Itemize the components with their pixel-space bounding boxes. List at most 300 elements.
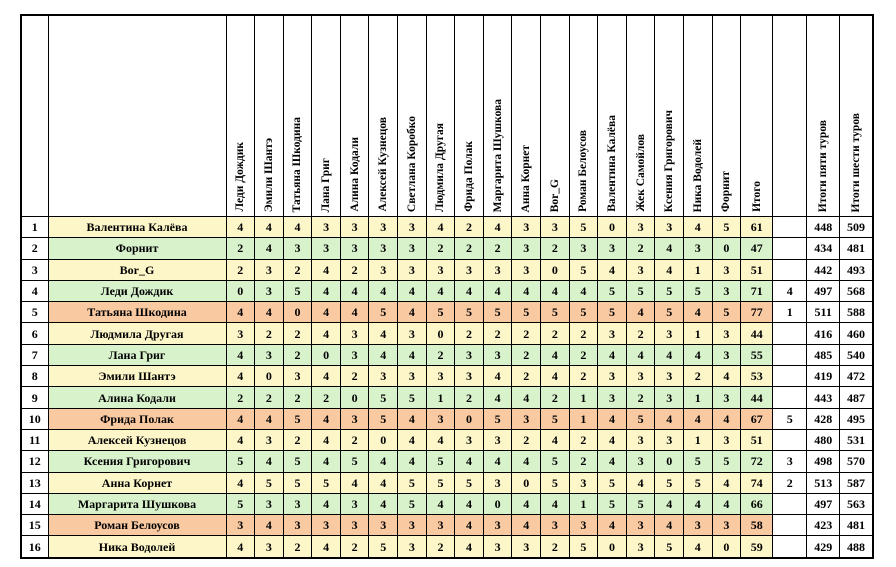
score-cell: 3 [569,472,598,493]
score-cell: 3 [340,493,369,514]
score-cell: 0 [312,344,341,365]
column-header [626,15,655,217]
score-cell: 2 [512,429,541,450]
place-cell [773,387,807,408]
column-header [312,15,341,217]
row-number: 1 [21,217,48,238]
score-cell: 5 [655,280,684,301]
six-rounds-cell: 540 [840,344,873,365]
score-cell: 3 [426,408,455,429]
score-cell: 3 [655,387,684,408]
row-number: 10 [21,408,48,429]
score-cell: 3 [455,259,484,280]
score-cell: 3 [626,217,655,238]
score-cell: 4 [398,302,427,323]
total-cell: 55 [741,344,773,365]
score-cell: 4 [426,429,455,450]
score-cell: 5 [226,493,255,514]
table-header [21,15,873,217]
score-cell: 0 [340,387,369,408]
score-cell: 3 [483,536,512,558]
score-cell: 2 [226,259,255,280]
score-cell: 4 [369,493,398,514]
score-cell: 4 [369,323,398,344]
row-number: 2 [21,238,48,259]
score-cell: 2 [283,344,312,365]
score-cell: 5 [569,259,598,280]
score-cell: 2 [283,429,312,450]
total-cell: 67 [741,408,773,429]
score-cell: 4 [655,408,684,429]
score-cell: 4 [455,280,484,301]
score-cell: 4 [541,280,570,301]
score-cell: 3 [712,515,741,536]
score-cell: 4 [598,408,627,429]
column-header [255,15,284,217]
place-cell [773,323,807,344]
score-cell: 4 [426,280,455,301]
score-cell: 4 [340,280,369,301]
score-cell: 3 [626,451,655,472]
column-header [426,15,455,217]
score-cell: 3 [626,429,655,450]
score-cell: 3 [426,259,455,280]
place-cell [773,515,807,536]
score-cell: 3 [626,536,655,558]
score-cell: 5 [569,217,598,238]
score-cell: 3 [512,238,541,259]
place-cell [773,259,807,280]
score-cell: 3 [340,217,369,238]
score-cell: 4 [541,429,570,450]
score-cell: 3 [398,515,427,536]
score-cell: 4 [712,493,741,514]
total-cell: 72 [741,451,773,472]
score-cell: 3 [512,408,541,429]
score-cell: 1 [569,408,598,429]
row-number: 5 [21,302,48,323]
score-cell: 3 [712,280,741,301]
table-row [21,408,873,429]
total-cell: 44 [741,387,773,408]
score-cell: 5 [712,451,741,472]
score-cell: 5 [369,408,398,429]
table-row [21,366,873,387]
score-cell: 3 [483,472,512,493]
column-header-label: Ника Водолей [691,138,704,212]
score-cell: 1 [426,387,455,408]
score-cell: 3 [226,515,255,536]
row-number: 8 [21,366,48,387]
score-cell: 3 [712,429,741,450]
row-name: Алина Кодали [48,387,226,408]
score-cell: 2 [569,366,598,387]
five-rounds-cell: 434 [807,238,840,259]
table-row [21,515,873,536]
place-cell [773,366,807,387]
table-row [21,493,873,514]
column-header-label: Алина Кодали [348,137,361,212]
column-header-label: Фрида Полак [463,141,476,212]
score-cell: 4 [226,472,255,493]
score-cell: 3 [283,493,312,514]
score-cell: 5 [426,302,455,323]
score-cell: 4 [369,472,398,493]
score-cell: 4 [455,536,484,558]
place-cell: 1 [773,302,807,323]
row-name: Алексей Кузнецов [48,429,226,450]
table-row [21,259,873,280]
score-cell: 4 [512,280,541,301]
table-row [21,344,873,365]
five-rounds-cell: 429 [807,536,840,558]
column-header-label: Людмила Другая [434,122,447,212]
score-cell: 4 [455,493,484,514]
score-cell: 4 [226,536,255,558]
score-cell: 4 [626,302,655,323]
score-cell: 3 [483,429,512,450]
score-cell: 4 [398,408,427,429]
score-cell: 5 [283,408,312,429]
table-row [21,238,873,259]
score-cell: 4 [226,302,255,323]
score-cell: 2 [226,387,255,408]
score-cell: 4 [512,387,541,408]
score-cell: 3 [255,259,284,280]
score-cell: 4 [312,429,341,450]
score-cell: 5 [626,408,655,429]
column-header-label: Татьяна Шкодина [291,116,304,212]
score-cell: 4 [369,280,398,301]
score-cell: 0 [712,536,741,558]
six-rounds-cell: 493 [840,259,873,280]
score-cell: 2 [569,323,598,344]
score-cell: 2 [255,387,284,408]
row-number: 13 [21,472,48,493]
score-cell: 2 [283,323,312,344]
score-cell: 4 [426,217,455,238]
score-cell: 4 [512,515,541,536]
score-cell: 4 [398,429,427,450]
score-cell: 4 [255,515,284,536]
column-header [340,15,369,217]
score-cell: 4 [398,280,427,301]
score-cell: 5 [655,472,684,493]
six-rounds-cell: 509 [840,217,873,238]
total-cell: 74 [741,472,773,493]
score-cell: 2 [340,259,369,280]
column-header [684,15,713,217]
score-cell: 3 [426,366,455,387]
score-cell: 2 [426,344,455,365]
column-header [398,15,427,217]
score-cell: 3 [255,344,284,365]
six-rounds-cell: 570 [840,451,873,472]
row-name: Людмила Другая [48,323,226,344]
score-cell: 3 [541,217,570,238]
column-header [226,15,255,217]
score-cell: 2 [483,238,512,259]
score-cell: 4 [598,515,627,536]
score-cell: 4 [626,344,655,365]
score-cell: 2 [512,323,541,344]
total-cell: 58 [741,515,773,536]
score-cell: 4 [226,344,255,365]
score-cell: 3 [483,344,512,365]
place-cell [773,536,807,558]
score-cell: 4 [483,366,512,387]
column-header [807,15,840,217]
six-rounds-cell: 487 [840,387,873,408]
score-cell: 2 [512,366,541,387]
score-cell: 3 [655,323,684,344]
score-cell: 5 [483,302,512,323]
row-name: Bor_G [48,259,226,280]
score-cell: 4 [598,451,627,472]
score-cell: 3 [340,238,369,259]
score-cell: 5 [398,493,427,514]
column-header-label: Леди Дождик [234,142,247,212]
table-row [21,302,873,323]
score-cell: 2 [569,429,598,450]
score-cell: 3 [312,515,341,536]
column-header [512,15,541,217]
score-cell: 3 [598,238,627,259]
score-cell: 0 [483,493,512,514]
score-cell: 3 [283,366,312,387]
five-rounds-cell: 497 [807,280,840,301]
table-body [21,217,873,558]
score-cell: 2 [455,217,484,238]
score-cell: 0 [283,302,312,323]
score-cell: 0 [255,366,284,387]
score-cell: 3 [483,259,512,280]
score-cell: 3 [512,536,541,558]
score-cell: 3 [312,217,341,238]
score-cell: 3 [512,217,541,238]
score-cell: 4 [569,280,598,301]
column-header-label: Жек Самойлов [634,134,647,212]
score-cell: 5 [398,387,427,408]
score-cell: 5 [255,472,284,493]
table-row [21,429,873,450]
column-header [283,15,312,217]
column-header-label: Валентина Калёва [606,115,619,212]
score-cell: 5 [598,302,627,323]
score-cell: 0 [712,238,741,259]
score-cell: 5 [369,536,398,558]
column-header [569,15,598,217]
five-rounds-cell: 513 [807,472,840,493]
column-header-label: Bor_G [548,178,561,212]
row-name: Фрида Полак [48,408,226,429]
place-cell [773,238,807,259]
score-cell: 4 [712,366,741,387]
score-cell: 4 [483,280,512,301]
score-cell: 5 [426,472,455,493]
score-cell: 0 [426,323,455,344]
score-cell: 3 [712,259,741,280]
score-cell: 4 [312,408,341,429]
total-cell: 44 [741,323,773,344]
row-name: Маргарита Шушкова [48,493,226,514]
score-cell: 5 [512,302,541,323]
score-cell: 1 [684,259,713,280]
place-cell: 2 [773,472,807,493]
score-cell: 4 [226,429,255,450]
column-header-label: Эмили Шантэ [262,137,275,212]
score-cell: 1 [684,429,713,450]
table-row [21,217,873,238]
score-cell: 2 [512,344,541,365]
score-cell: 1 [684,323,713,344]
place-cell [773,429,807,450]
score-cell: 3 [283,515,312,536]
row-name: Лана Григ [48,344,226,365]
six-rounds-cell: 472 [840,366,873,387]
score-cell: 5 [455,302,484,323]
score-cell: 4 [483,451,512,472]
score-cell: 3 [684,515,713,536]
column-header [773,15,807,217]
score-cell: 3 [369,238,398,259]
score-cell: 2 [455,238,484,259]
five-rounds-cell: 511 [807,302,840,323]
table-row [21,536,873,558]
five-rounds-cell: 480 [807,429,840,450]
six-rounds-cell: 495 [840,408,873,429]
score-cell: 4 [426,493,455,514]
column-header-label: Лана Григ [320,157,333,212]
table-row [21,323,873,344]
score-cell: 2 [455,323,484,344]
score-cell: 0 [598,536,627,558]
score-cell: 2 [340,429,369,450]
score-cell: 4 [655,238,684,259]
score-cell: 2 [255,323,284,344]
score-cell: 5 [283,280,312,301]
score-cell: 3 [541,515,570,536]
total-cell: 51 [741,429,773,450]
place-cell [773,493,807,514]
score-cell: 4 [655,515,684,536]
score-cell: 0 [541,259,570,280]
five-rounds-cell: 416 [807,323,840,344]
row-name: Эмили Шантэ [48,366,226,387]
row-name: Татьяна Шкодина [48,302,226,323]
table-row [21,280,873,301]
score-cell: 2 [283,387,312,408]
row-number: 12 [21,451,48,472]
score-cell: 5 [598,493,627,514]
score-cell: 3 [340,344,369,365]
row-number: 15 [21,515,48,536]
score-cell: 3 [340,515,369,536]
row-name: Форнит [48,238,226,259]
score-cell: 4 [598,344,627,365]
score-cell: 2 [626,323,655,344]
six-rounds-cell: 460 [840,323,873,344]
score-cell: 5 [398,472,427,493]
table-row [21,387,873,408]
column-header [741,15,773,217]
score-cell: 4 [684,302,713,323]
score-cell: 3 [684,238,713,259]
score-cell: 4 [655,259,684,280]
score-cell: 3 [255,493,284,514]
place-cell: 3 [773,451,807,472]
table-row [21,451,873,472]
score-cell: 5 [655,302,684,323]
five-rounds-cell: 448 [807,217,840,238]
score-cell: 2 [626,238,655,259]
score-cell: 4 [312,366,341,387]
score-cell: 5 [626,280,655,301]
header-corner-name [48,15,226,217]
score-cell: 0 [369,429,398,450]
score-cell: 4 [483,217,512,238]
score-cell: 3 [455,366,484,387]
score-cell: 4 [398,451,427,472]
score-cell: 1 [569,493,598,514]
score-cell: 3 [255,280,284,301]
score-cell: 5 [369,302,398,323]
column-header [655,15,684,217]
row-number: 11 [21,429,48,450]
row-name: Роман Белоусов [48,515,226,536]
total-cell: 53 [741,366,773,387]
score-cell: 4 [541,493,570,514]
score-cell: 3 [226,323,255,344]
score-cell: 4 [712,472,741,493]
score-cell: 0 [598,217,627,238]
score-cell: 5 [684,451,713,472]
score-cell: 5 [312,472,341,493]
column-header [840,15,873,217]
total-cell: 71 [741,280,773,301]
six-rounds-cell: 481 [840,238,873,259]
score-cell: 4 [541,366,570,387]
score-cell: 4 [483,387,512,408]
score-cell: 3 [655,217,684,238]
total-cell: 77 [741,302,773,323]
score-cell: 4 [226,217,255,238]
score-cell: 3 [655,366,684,387]
header-corner-num [21,15,48,217]
place-cell: 5 [773,408,807,429]
score-cell: 3 [512,259,541,280]
score-cell: 4 [655,344,684,365]
score-cell: 3 [369,366,398,387]
score-cell: 5 [598,472,627,493]
score-cell: 0 [655,451,684,472]
score-cell: 4 [283,217,312,238]
column-header [483,15,512,217]
score-cell: 5 [455,472,484,493]
score-cell: 5 [712,217,741,238]
six-rounds-cell: 568 [840,280,873,301]
score-cell: 2 [312,387,341,408]
score-cell: 5 [541,451,570,472]
total-cell: 61 [741,217,773,238]
score-cell: 3 [626,259,655,280]
score-cell: 4 [684,536,713,558]
column-header-label: Форнит [720,171,733,212]
score-cell: 3 [712,387,741,408]
score-cell: 3 [398,238,427,259]
five-rounds-cell: 442 [807,259,840,280]
header-row [21,15,873,217]
